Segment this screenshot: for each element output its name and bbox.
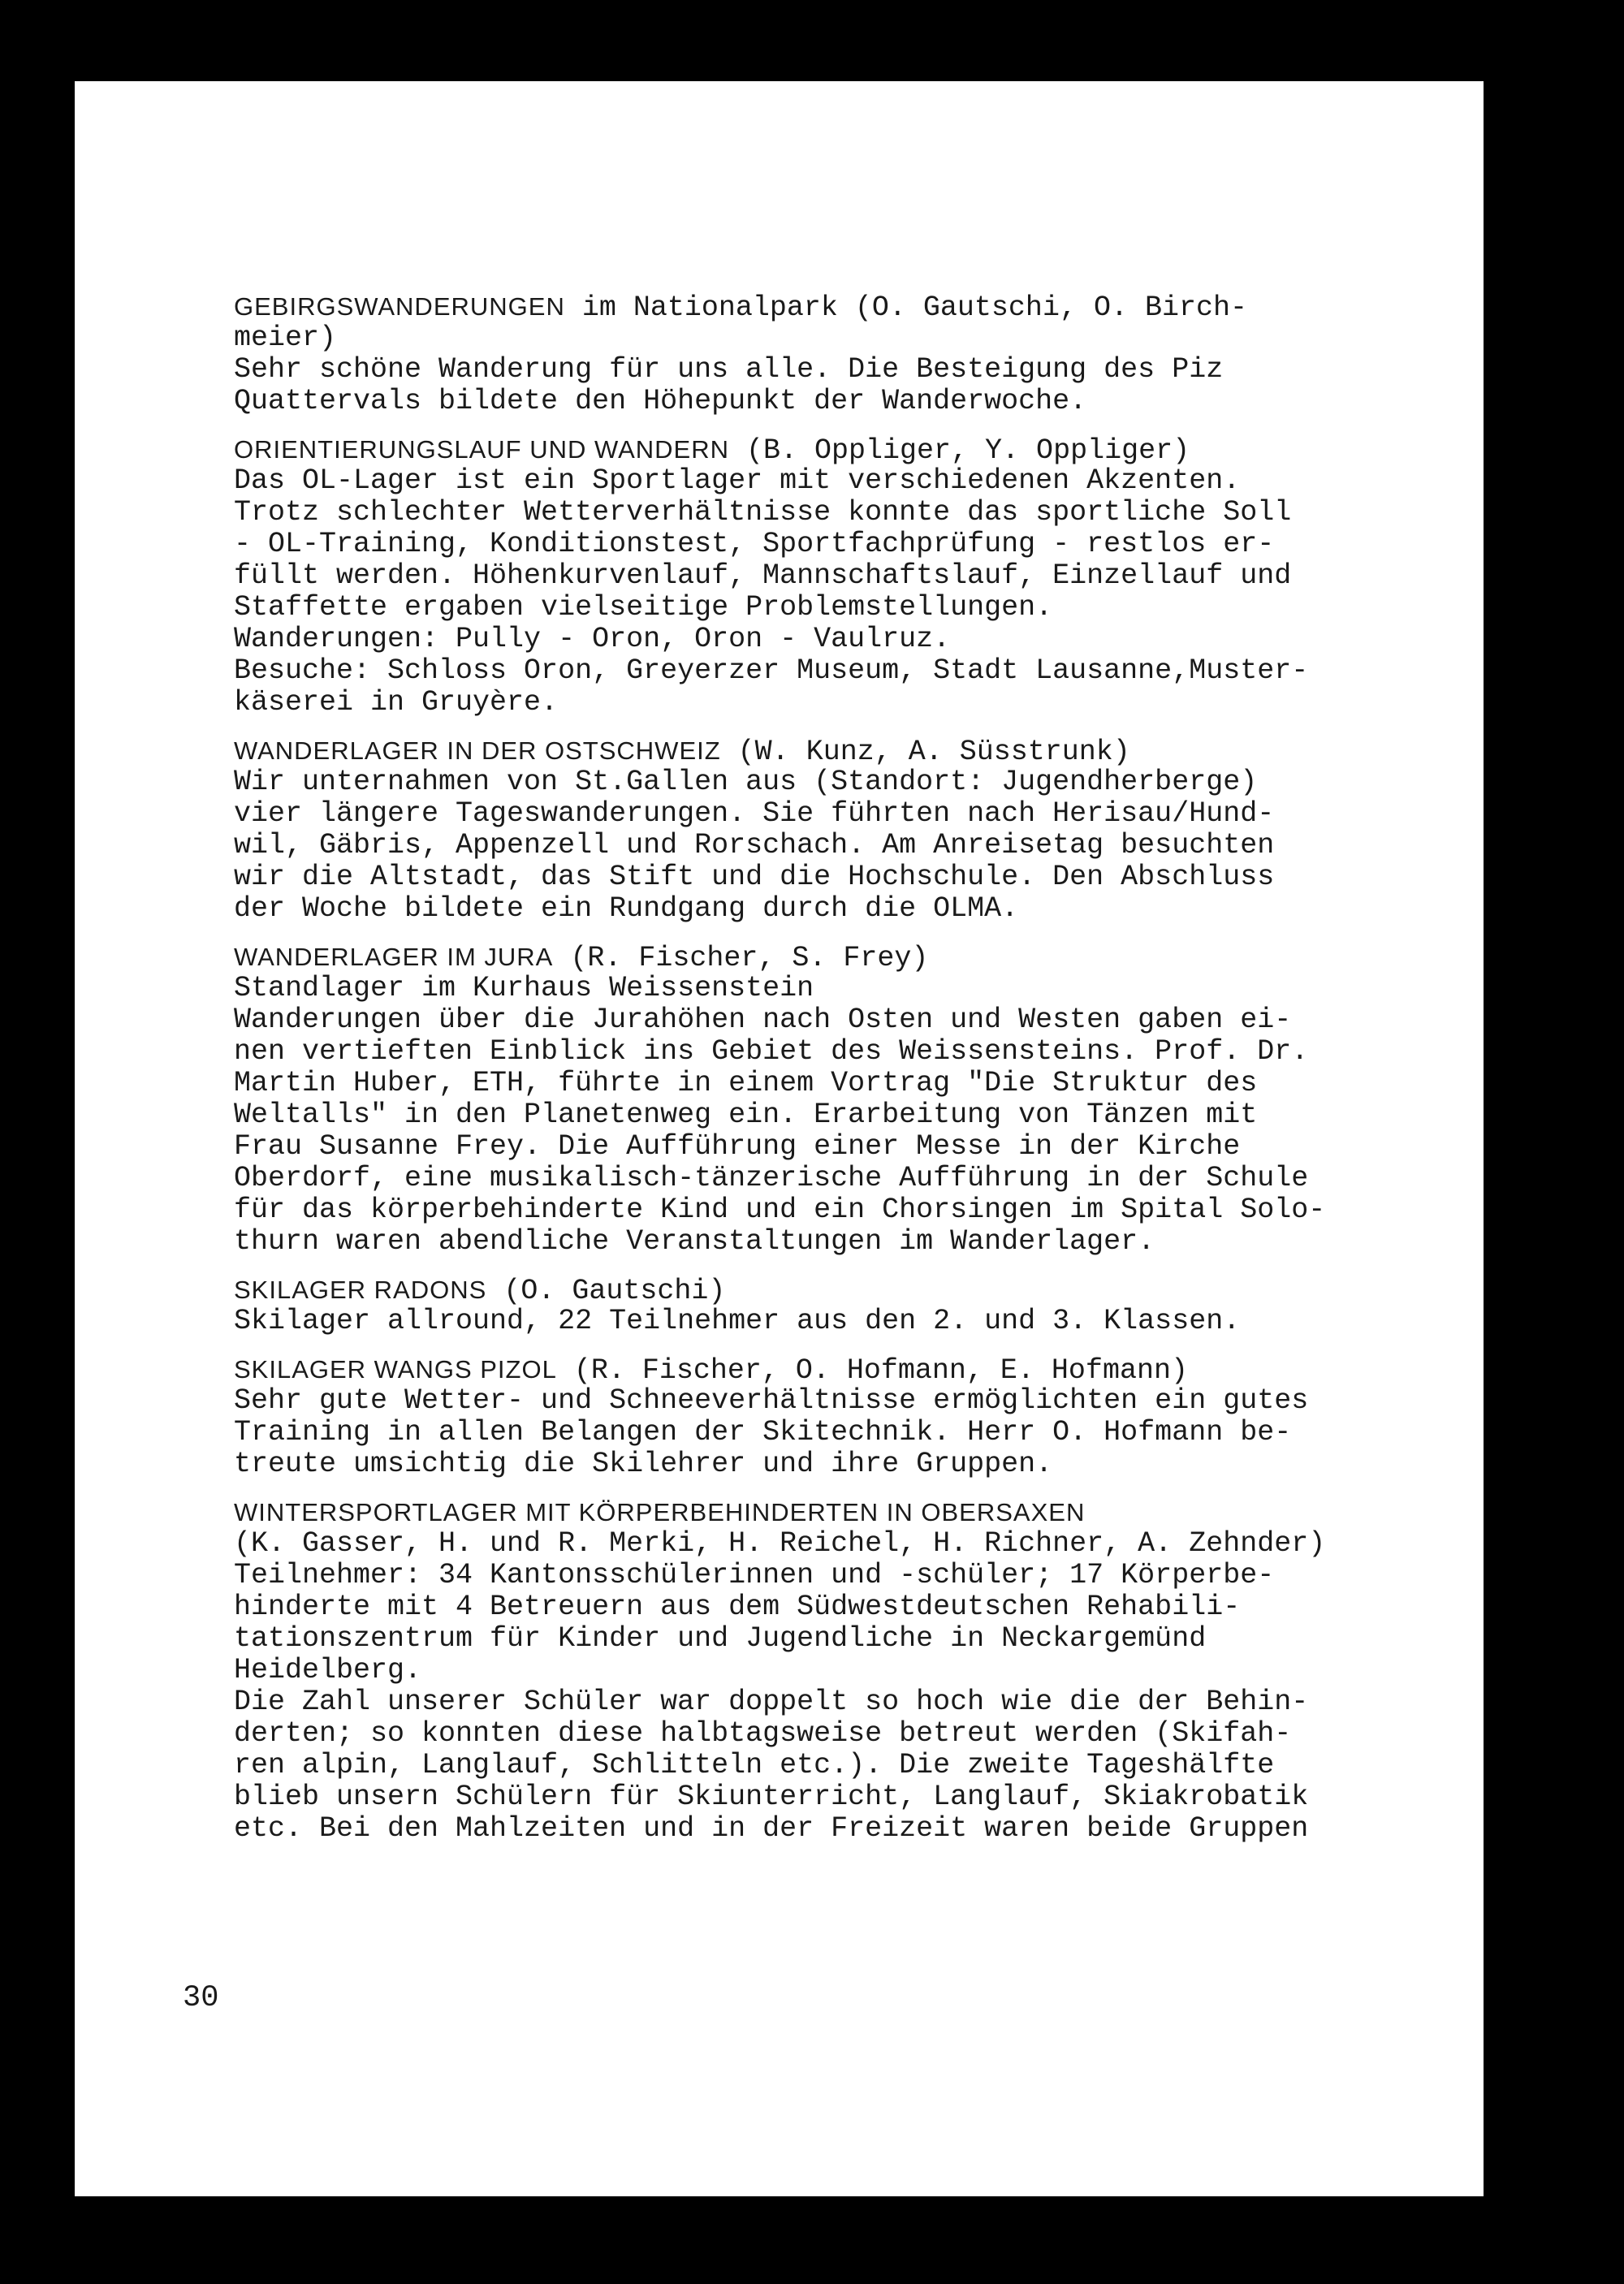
text-line: der Woche bildete ein Rundgang durch die OLMA.	[234, 892, 1019, 925]
text-line: Die Zahl unserer Schüler war doppelt so hoch wie die der Behin-	[234, 1686, 1309, 1718]
section-heading-line	[234, 291, 1501, 322]
text-line: Standlager im Kurhaus Weissenstein	[234, 972, 814, 1004]
section-heading-line	[234, 1354, 1501, 1385]
text-line: Wanderungen über die Jurahöhen nach Osten und Westen gaben ei-	[234, 1004, 1292, 1036]
text-line: treute umsichtig die Skilehrer und ihre Gruppen.	[234, 1448, 1053, 1480]
text-line: füllt werden. Höhenkurvenlauf, Mannschaftslauf, Einzellauf und	[234, 559, 1292, 592]
text-line: für das körperbehinderte Kind und ein Chorsingen im Spital Solo-	[234, 1194, 1326, 1226]
text-line: wil, Gäbris, Appenzell und Rorschach. Am Anreisetag besuchten	[234, 829, 1275, 861]
page-number: 30	[183, 1981, 219, 2015]
text-line: Frau Susanne Frey. Die Aufführung einer Messe in der Kirche	[234, 1130, 1241, 1163]
section-heading: SKILAGER RADONS	[234, 1276, 487, 1304]
text-line: Sehr gute Wetter- und Schneeverhältnisse ermöglichten ein gutes	[234, 1384, 1309, 1417]
text-line: blieb unsern Schülern für Skiunterricht, Langlauf, Skiakrobatik	[234, 1781, 1309, 1813]
section-skilager-radons	[234, 1274, 1501, 1337]
section-heading: SKILAGER WANGS PIZOL	[234, 1355, 557, 1384]
text-line: Trotz schlechter Wetterverhältnisse konnte das sportliche Soll	[234, 496, 1292, 529]
text-line: hinderte mit 4 Betreuern aus dem Südwestdeutschen Rehabili-	[234, 1591, 1241, 1623]
section-heading: WANDERLAGER IM JURA	[234, 943, 554, 971]
section-heading-tail: (R. Fischer, O. Hofmann, E. Hofmann)	[556, 1354, 1188, 1387]
section-heading: GEBIRGSWANDERUNGEN	[234, 292, 565, 321]
text-line: Teilnehmer: 34 Kantonsschülerinnen und -schüler; 17 Körperbe-	[234, 1559, 1275, 1591]
section-heading-line	[234, 1496, 1501, 1528]
text-line: Das OL-Lager ist ein Sportlager mit verschiedenen Akzenten.	[234, 464, 1241, 497]
section-heading: ORIENTIERUNGSLAUF UND WANDERN	[234, 435, 729, 464]
text-line: Quattervals bildete den Höhepunkt der Wanderwoche.	[234, 385, 1087, 417]
text-line: Besuche: Schloss Oron, Greyerzer Museum, Stadt Lausanne,Muster-	[234, 654, 1309, 687]
section-heading-tail: (B. Oppliger, Y. Oppliger)	[729, 434, 1190, 467]
text-line: Martin Huber, ETH, führte in einem Vortrag "Die Struktur des	[234, 1067, 1258, 1099]
section-orientierungslauf	[234, 434, 1501, 719]
section-heading-tail: (R. Fischer, S. Frey)	[553, 942, 929, 974]
section-heading-tail: (W. Kunz, A. Süsstrunk)	[720, 736, 1130, 768]
text-line: Wanderungen: Pully - Oron, Oron - Vaulruz.	[234, 623, 951, 655]
section-gebirgswanderungen	[234, 291, 1501, 417]
section-heading-line	[234, 434, 1501, 465]
text-line: Skilager allround, 22 Teilnehmer aus den 2. und 3. Klassen.	[234, 1305, 1241, 1337]
text-line: vier längere Tageswanderungen. Sie führten nach Herisau/Hund-	[234, 797, 1275, 830]
section-heading-tail: (O. Gautschi)	[486, 1275, 726, 1307]
section-heading-line	[234, 1274, 1501, 1306]
section-heading-line	[234, 941, 1501, 973]
section-wanderlager-ostschweiz	[234, 735, 1501, 925]
text-line: ren alpin, Langlauf, Schlitteln etc.). Die zweite Tageshälfte	[234, 1749, 1275, 1781]
text-line: - OL-Training, Konditionstest, Sportfachprüfung - restlos er-	[234, 528, 1275, 560]
text-line: käserei in Gruyère.	[234, 686, 559, 719]
text-line: Oberdorf, eine musikalisch-tänzerische Aufführung in der Schule	[234, 1162, 1309, 1194]
section-heading: WANDERLAGER IN DER OSTSCHWEIZ	[234, 736, 721, 765]
text-line: (K. Gasser, H. und R. Merki, H. Reichel, H. Richner, A. Zehnder)	[234, 1527, 1326, 1560]
section-wanderlager-jura	[234, 941, 1501, 1258]
text-line: tationszentrum für Kinder und Jugendliche in Neckargemünd	[234, 1622, 1207, 1655]
section-skilager-wangs-pizol	[234, 1354, 1501, 1480]
section-heading-tail: im Nationalpark (O. Gautschi, O. Birch-	[564, 291, 1247, 324]
text-line: etc. Bei den Mahlzeiten und in der Freizeit waren beide Gruppen	[234, 1812, 1309, 1845]
text-line: derten; so konnten diese halbtagsweise betreut werden (Skifah-	[234, 1717, 1292, 1750]
text-line: Wir unternahmen von St.Gallen aus (Standort: Jugendherberge)	[234, 766, 1258, 798]
text-line: thurn waren abendliche Veranstaltungen im Wanderlager.	[234, 1225, 1155, 1258]
section-heading-line	[234, 735, 1501, 766]
text-line: Weltalls" in den Planetenweg ein. Erarbeitung von Tänzen mit	[234, 1099, 1258, 1131]
text-line: wir die Altstadt, das Stift und die Hochschule. Den Abschluss	[234, 861, 1275, 893]
text-line: Heidelberg.	[234, 1654, 422, 1686]
text-line: Training in allen Belangen der Skitechnik. Herr O. Hofmann be-	[234, 1416, 1292, 1449]
text-line: meier)	[234, 322, 337, 354]
section-wintersportlager	[234, 1496, 1501, 1845]
section-heading: WINTERSPORTLAGER MIT KÖRPERBEHINDERTEN IN OBERSAXEN	[234, 1498, 1086, 1526]
text-line: nen vertieften Einblick ins Gebiet des Weissensteins. Prof. Dr.	[234, 1035, 1309, 1068]
text-line: Staffette ergaben vielseitige Problemstellungen.	[234, 591, 1053, 624]
document-body	[234, 291, 1501, 1861]
text-line: Sehr schöne Wanderung für uns alle. Die Besteigung des Piz	[234, 353, 1224, 386]
